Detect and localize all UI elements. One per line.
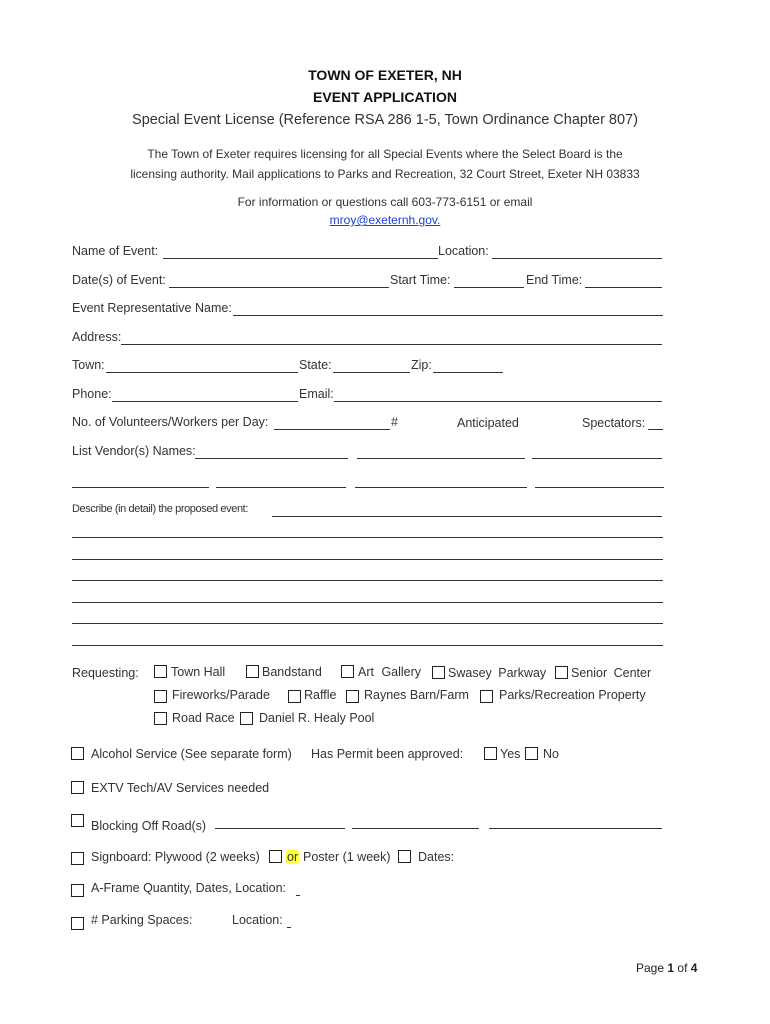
blocking-road-field-3[interactable] [489, 828, 662, 829]
page-of: of [677, 961, 688, 975]
zip-label: Zip: [411, 358, 432, 372]
anticipated-label: Anticipated [457, 416, 519, 430]
raffle-label: Raffle [304, 688, 337, 702]
permit-question-label: Has Permit been approved: [311, 747, 464, 761]
road-race-checkbox[interactable] [154, 712, 167, 725]
vendors-label: List Vendor(s) Names: [72, 444, 196, 458]
permit-no-label: No [543, 747, 559, 761]
end-time-field[interactable] [585, 287, 662, 288]
town-field[interactable] [106, 372, 298, 373]
swasey-parkway-checkbox[interactable] [432, 666, 445, 679]
vendor-field-4[interactable] [72, 487, 209, 488]
location-label: Location: [438, 244, 489, 258]
poster-checkbox[interactable] [398, 850, 411, 863]
fireworks-label: Fireworks/Parade [172, 688, 270, 702]
vendor-field-3[interactable] [532, 458, 662, 459]
swasey-parkway-label: Swasey Parkway [448, 666, 547, 680]
contact-email-link[interactable]: mroy@exeternh.gov. [329, 213, 441, 227]
name-of-event-label: Name of Event: [72, 244, 159, 258]
extv-checkbox[interactable] [71, 781, 84, 794]
requesting-label: Requesting: [72, 666, 139, 680]
signboard-checkbox[interactable] [71, 852, 84, 865]
email-field[interactable] [334, 401, 662, 402]
blocking-label: Blocking Off Road(s) [91, 819, 207, 833]
describe-line[interactable] [72, 537, 663, 538]
dates-sign-label: Dates: [418, 850, 455, 864]
bandstand-checkbox[interactable] [246, 665, 259, 678]
page-total: 4 [690, 961, 698, 975]
bandstand-label: Bandstand [262, 665, 322, 679]
town-label: Town: [72, 358, 105, 372]
name-of-event-field[interactable] [163, 258, 438, 259]
extv-label: EXTV Tech/AV Services needed [91, 781, 270, 795]
fireworks-checkbox[interactable] [154, 690, 167, 703]
describe-field[interactable] [272, 516, 662, 517]
state-label: State: [299, 358, 332, 372]
describe-line[interactable] [72, 559, 663, 560]
poster-label: Poster (1 week) [303, 850, 391, 864]
art-gallery-checkbox[interactable] [341, 665, 354, 678]
parking-checkbox[interactable] [71, 917, 84, 930]
town-hall-label: Town Hall [171, 665, 226, 679]
aframe-field[interactable] [296, 895, 300, 896]
hash-label: # [391, 415, 398, 429]
parking-label: # Parking Spaces: [91, 913, 193, 927]
representative-field[interactable] [233, 315, 663, 316]
permit-no-checkbox[interactable] [525, 747, 538, 760]
describe-line[interactable] [72, 645, 663, 646]
senior-center-checkbox[interactable] [555, 666, 568, 679]
raynes-barn-checkbox[interactable] [346, 690, 359, 703]
healy-pool-label: Daniel R. Healy Pool [259, 711, 375, 725]
aframe-checkbox[interactable] [71, 884, 84, 897]
vendor-field-1[interactable] [195, 458, 348, 459]
phone-field[interactable] [112, 401, 298, 402]
page-current: 1 [667, 961, 675, 975]
raynes-barn-label: Raynes Barn/Farm [364, 688, 469, 702]
form-reference: Special Event License (Reference RSA 286 1-5, Town Ordinance Chapter 807) [132, 112, 638, 128]
parks-property-label: Parks/Recreation Property [499, 688, 646, 702]
blocking-road-field-1[interactable] [215, 828, 345, 829]
describe-line[interactable] [72, 602, 663, 603]
intro-line-2: licensing authority. Mail applications to Parks and Recreation, 32 Court Street, Exeter NH 03833 [130, 167, 640, 181]
aframe-label: A-Frame Quantity, Dates, Location: [91, 881, 286, 895]
parking-location-label: Location: [232, 913, 283, 927]
blocking-checkbox[interactable] [71, 814, 84, 827]
volunteers-field[interactable] [274, 429, 390, 430]
spectators-label: Spectators: [582, 416, 646, 430]
senior-center-label: Senior Center [571, 666, 652, 680]
dates-field[interactable] [169, 287, 389, 288]
parking-location-field[interactable] [287, 927, 291, 928]
intro-line-1: The Town of Exeter requires licensing for all Special Events where the Select Board is the [147, 147, 623, 161]
blocking-road-field-2[interactable] [352, 828, 479, 829]
address-label: Address: [72, 330, 122, 344]
or-label [286, 850, 299, 864]
phone-label: Phone: [72, 387, 112, 401]
permit-yes-label: Yes [500, 747, 521, 761]
state-field[interactable] [333, 372, 410, 373]
vendor-field-5[interactable] [216, 487, 346, 488]
address-field[interactable] [121, 344, 662, 345]
permit-yes-checkbox[interactable] [484, 747, 497, 760]
describe-line[interactable] [72, 623, 663, 624]
parks-property-checkbox[interactable] [480, 690, 493, 703]
form-title: TOWN OF EXETER, NH [308, 67, 462, 83]
vendor-field-6[interactable] [355, 487, 527, 488]
page-prefix: Page [636, 961, 665, 975]
location-field[interactable] [492, 258, 662, 259]
describe-line[interactable] [72, 580, 663, 581]
dates-label: Date(s) of Event: [72, 273, 166, 287]
vendor-field-7[interactable] [535, 487, 664, 488]
representative-label: Event Representative Name: [72, 301, 232, 315]
email-link-row [0, 211, 770, 229]
signboard-label: Signboard: Plywood (2 weeks) [91, 850, 260, 864]
raffle-checkbox[interactable] [288, 690, 301, 703]
art-gallery-label: Art Gallery [358, 665, 422, 679]
email-label: Email: [299, 387, 334, 401]
start-time-label: Start Time: [390, 273, 451, 287]
end-time-label: End Time: [526, 273, 583, 287]
info-line: For information or questions call 603-773-6151 or email [237, 195, 533, 209]
alcohol-label: Alcohol Service (See separate form) [91, 747, 292, 761]
or-highlight: or [287, 850, 299, 864]
start-time-field[interactable] [454, 287, 524, 288]
zip-field[interactable] [433, 372, 503, 373]
plywood-checkbox[interactable] [269, 850, 282, 863]
town-hall-checkbox[interactable] [154, 665, 167, 678]
form-subtitle-heading: EVENT APPLICATION [313, 89, 457, 105]
page-number [636, 961, 697, 975]
volunteers-label: No. of Volunteers/Workers per Day: [72, 415, 269, 429]
road-race-label: Road Race [172, 711, 235, 725]
spectators-field[interactable] [648, 429, 663, 430]
healy-pool-checkbox[interactable] [240, 712, 253, 725]
alcohol-checkbox[interactable] [71, 747, 84, 760]
describe-label: Describe (in detail) the proposed event: [72, 503, 248, 515]
vendor-field-2[interactable] [357, 458, 525, 459]
